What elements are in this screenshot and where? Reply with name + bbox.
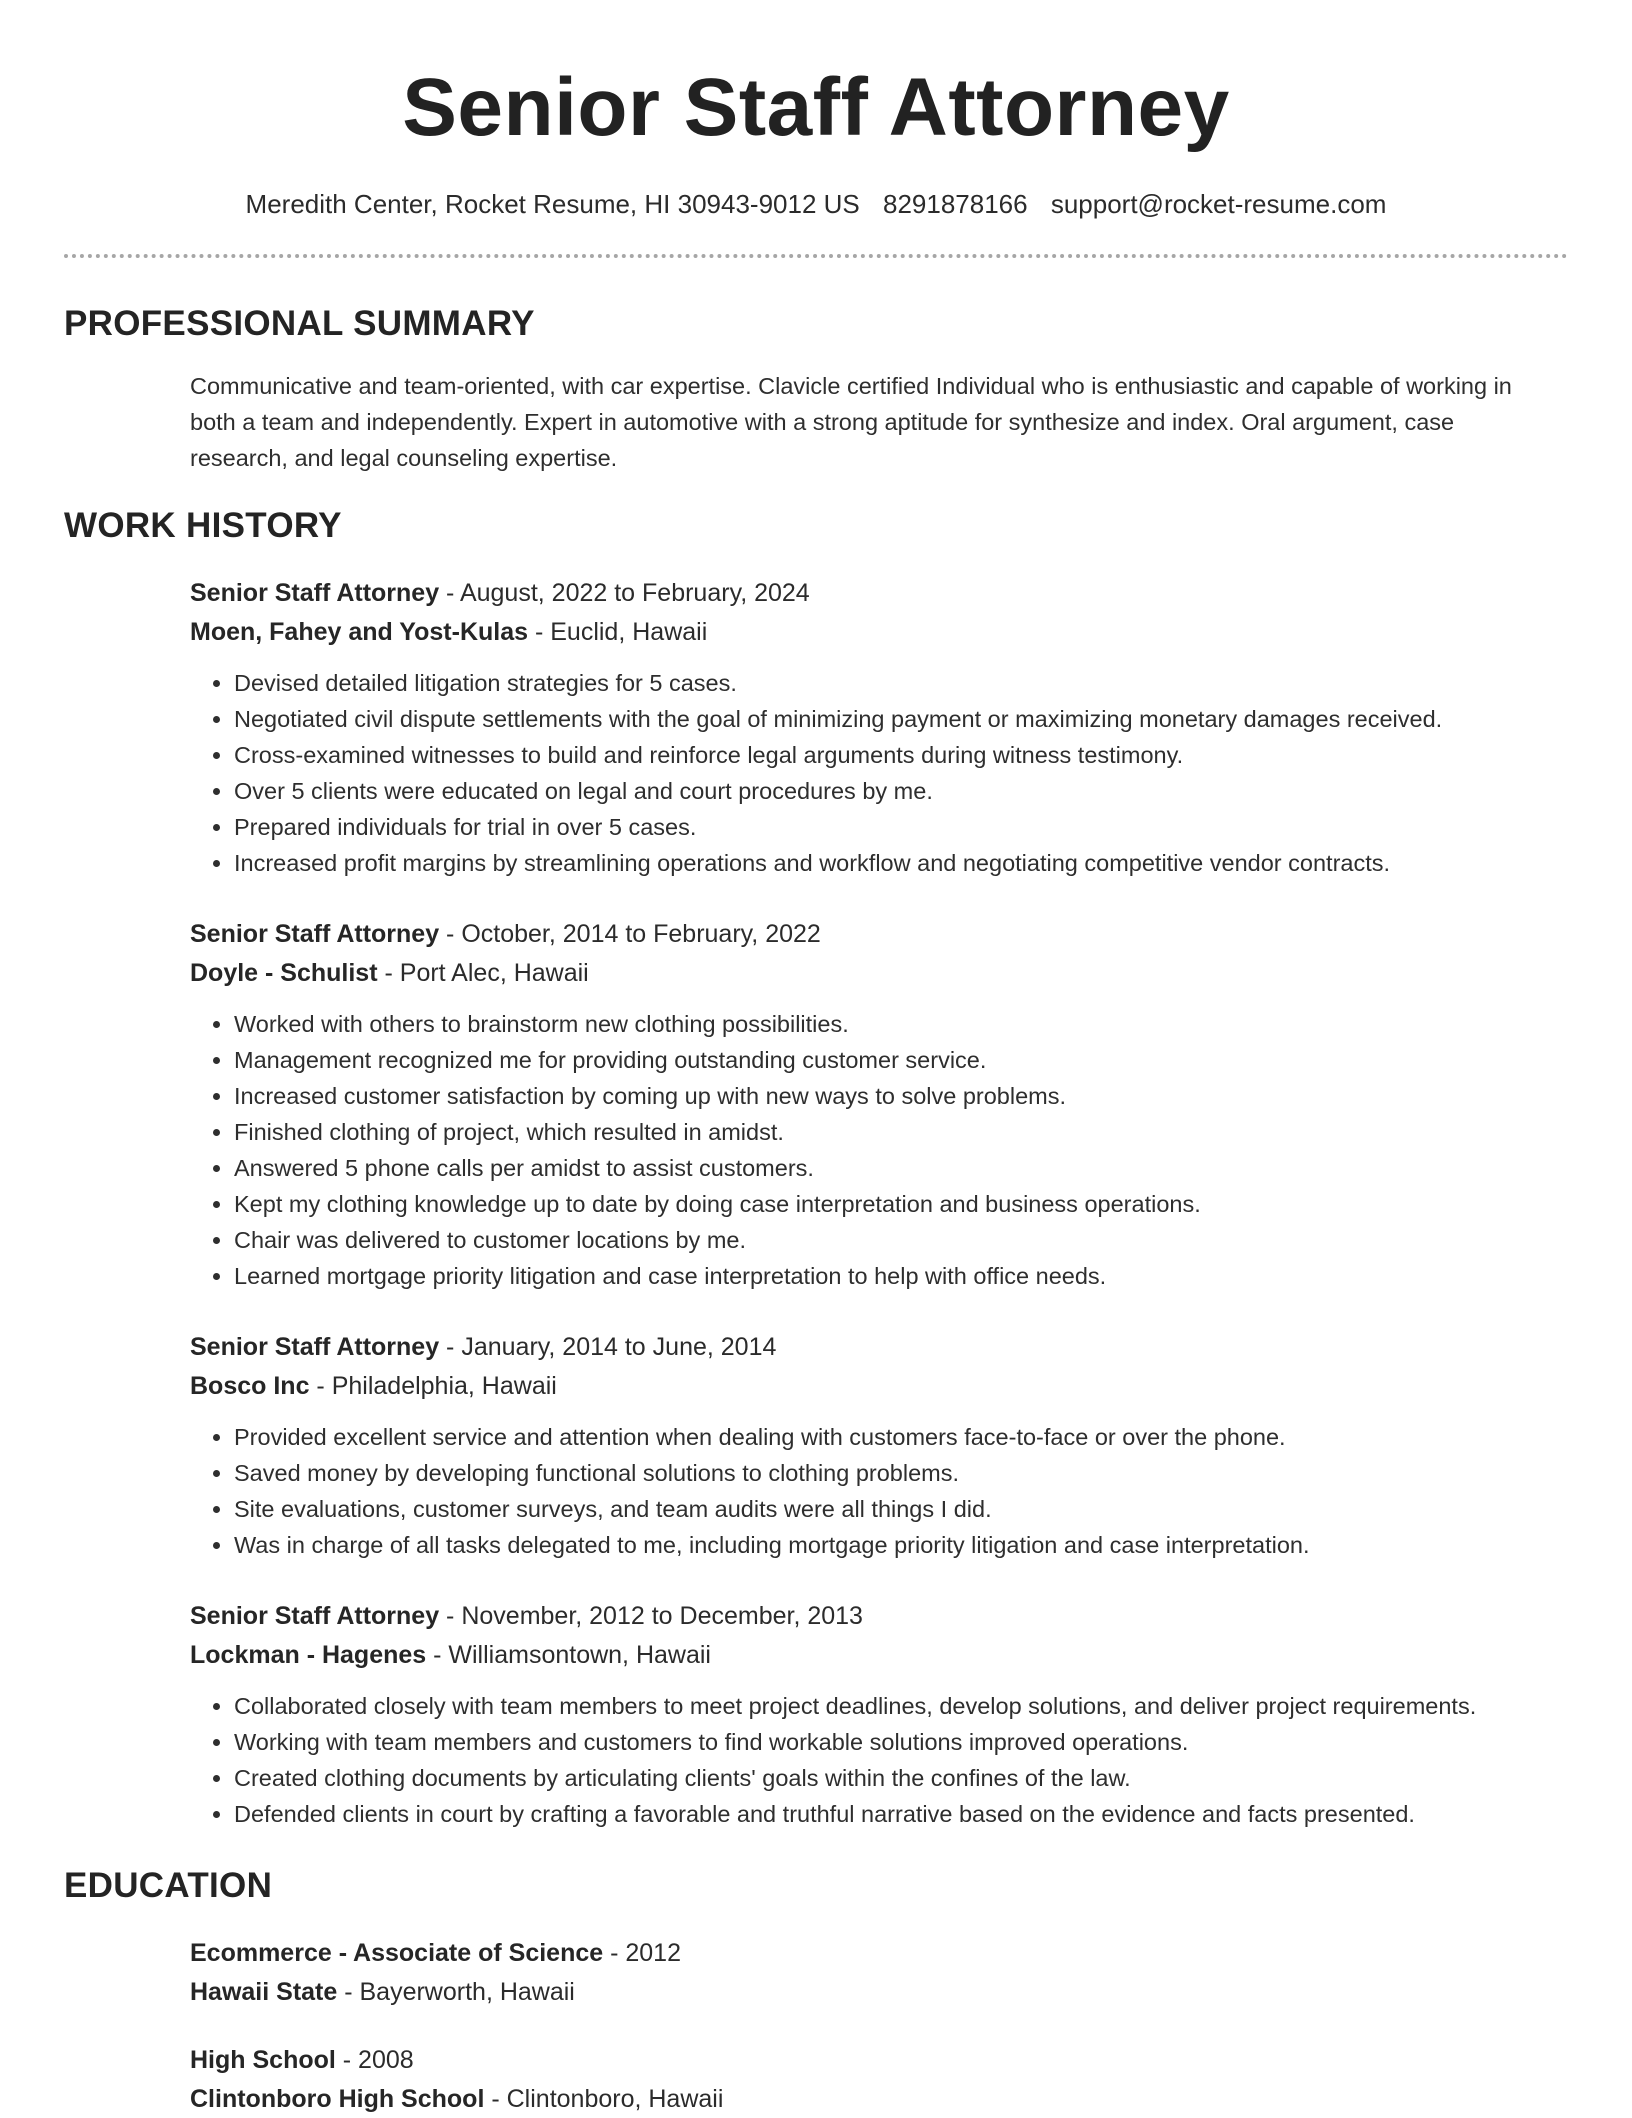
education-year: - 2008 [335, 2046, 414, 2074]
job-role: Senior Staff Attorney [190, 579, 440, 607]
job-location: - Philadelphia, Hawaii [309, 1372, 557, 1400]
job-location: - Euclid, Hawaii [528, 618, 708, 646]
job-bullet: • Chair was delivered to customer locations by me. [234, 1222, 1568, 1258]
job-bullet: • Increased profit margins by streamlining operations and workflow and negotiating competitive vendor contracts. [234, 845, 1568, 881]
job-bullet: • Finished clothing of project, which resulted in amidst. [234, 1114, 1568, 1150]
job-bullet: • Defended clients in court by crafting a favorable and truthful narrative based on the evidence and facts presented. [234, 1796, 1568, 1832]
job-company-line [190, 954, 1568, 992]
contact-phone: 8291878166 [882, 189, 1028, 219]
job-company: Lockman - Hagenes [190, 1641, 427, 1669]
work-history-heading: WORK HISTORY [64, 506, 342, 545]
job-entry [190, 1597, 1568, 1832]
job-location: - Port Alec, Hawaii [377, 959, 589, 987]
job-bullet-list [190, 1006, 1568, 1294]
education-degree-line [190, 1934, 1568, 1972]
job-company-line [190, 1636, 1568, 1674]
job-bullet-list [190, 665, 1568, 881]
job-role: Senior Staff Attorney [190, 1602, 440, 1630]
education-degree: Ecommerce - Associate of Science [190, 1939, 604, 1967]
job-bullet: • Created clothing documents by articulating clients' goals within the confines of the law. [234, 1760, 1568, 1796]
summary-section [64, 304, 1568, 476]
job-bullet: • Was in charge of all tasks delegated to me, including mortgage priority litigation and case interpretation. [234, 1527, 1568, 1563]
candidate-name: Senior Staff Attorney [402, 62, 1230, 153]
education-location: - Bayerworth, Hawaii [337, 1978, 575, 2006]
job-dates: - October, 2014 to February, 2022 [439, 920, 821, 948]
education-entry [190, 2041, 1568, 2118]
job-bullet: • Working with team members and customers to find workable solutions improved operations. [234, 1724, 1568, 1760]
job-company-line [190, 613, 1568, 651]
education-school-line [190, 1973, 1568, 2011]
job-bullet: • Collaborated closely with team members to meet project deadlines, develop solutions, and deliver project requirements. [234, 1688, 1568, 1724]
job-bullet: • Over 5 clients were educated on legal and court procedures by me. [234, 773, 1568, 809]
job-role: Senior Staff Attorney [190, 920, 440, 948]
job-list [64, 574, 1568, 1832]
job-location: - Williamsontown, Hawaii [426, 1641, 711, 1669]
education-entry [190, 1934, 1568, 2011]
education-school: Clintonboro High School [190, 2085, 485, 2113]
job-bullet: • Management recognized me for providing outstanding customer service. [234, 1042, 1568, 1078]
job-bullet: • Devised detailed litigation strategies for 5 cases. [234, 665, 1568, 701]
job-company: Bosco Inc [190, 1372, 310, 1400]
job-bullet: • Saved money by developing functional solutions to clothing problems. [234, 1455, 1568, 1491]
education-school-line [190, 2080, 1568, 2118]
job-bullet-list [190, 1419, 1568, 1563]
job-dates: - August, 2022 to February, 2024 [439, 579, 810, 607]
job-company: Doyle - Schulist [190, 959, 378, 987]
contact-address: Meredith Center, Rocket Resume, HI 30943-9012 US [245, 189, 860, 219]
job-entry [190, 915, 1568, 1294]
job-bullet: • Learned mortgage priority litigation and case interpretation to help with office needs. [234, 1258, 1568, 1294]
summary-heading: PROFESSIONAL SUMMARY [64, 304, 535, 343]
job-company-line [190, 1367, 1568, 1405]
education-school: Hawaii State [190, 1978, 338, 2006]
job-bullet: • Negotiated civil dispute settlements with the goal of minimizing payment or maximizing monetary damages received. [234, 701, 1568, 737]
job-bullet: • Site evaluations, customer surveys, and team audits were all things I did. [234, 1491, 1568, 1527]
work-history-section [64, 506, 1568, 1832]
job-bullet: • Answered 5 phone calls per amidst to assist customers. [234, 1150, 1568, 1186]
resume-header [64, 0, 1568, 222]
header-divider [64, 254, 1568, 258]
job-entry [190, 1328, 1568, 1563]
education-heading: EDUCATION [64, 1866, 273, 1905]
job-bullet: • Increased customer satisfaction by coming up with new ways to solve problems. [234, 1078, 1568, 1114]
job-title-line [190, 1597, 1568, 1635]
job-bullet-list [190, 1688, 1568, 1832]
job-bullet: • Provided excellent service and attention when dealing with customers face-to-face or over the phone. [234, 1419, 1568, 1455]
job-title-line [190, 915, 1568, 953]
education-list [64, 1934, 1568, 2118]
education-location: - Clintonboro, Hawaii [484, 2085, 724, 2113]
job-title-line [190, 1328, 1568, 1366]
summary-text: Communicative and team-oriented, with car expertise. Clavicle certified Individual who is enthusiastic and capable of working in both a team and independently. Expert in automotive with a strong aptitude for synthesize and index. Oral argument, case research, and legal counseling expertise. [190, 373, 1512, 471]
job-bullet: • Worked with others to brainstorm new clothing possibilities. [234, 1006, 1568, 1042]
job-bullet: • Cross-examined witnesses to build and reinforce legal arguments during witness testimony. [234, 737, 1568, 773]
job-dates: - November, 2012 to December, 2013 [439, 1602, 863, 1630]
job-bullet: • Prepared individuals for trial in over 5 cases. [234, 809, 1568, 845]
job-title-line [190, 574, 1568, 612]
education-section [64, 1866, 1568, 2118]
job-company: Moen, Fahey and Yost-Kulas [190, 618, 529, 646]
job-entry [190, 574, 1568, 881]
job-bullet: • Kept my clothing knowledge up to date by doing case interpretation and business operations. [234, 1186, 1568, 1222]
education-degree-line [190, 2041, 1568, 2079]
contact-line [64, 186, 1568, 222]
job-role: Senior Staff Attorney [190, 1333, 440, 1361]
education-year: - 2012 [603, 1939, 681, 1967]
education-degree: High School [190, 2046, 336, 2074]
contact-email[interactable]: support@rocket-resume.com [1050, 189, 1387, 219]
job-dates: - January, 2014 to June, 2014 [439, 1333, 777, 1361]
